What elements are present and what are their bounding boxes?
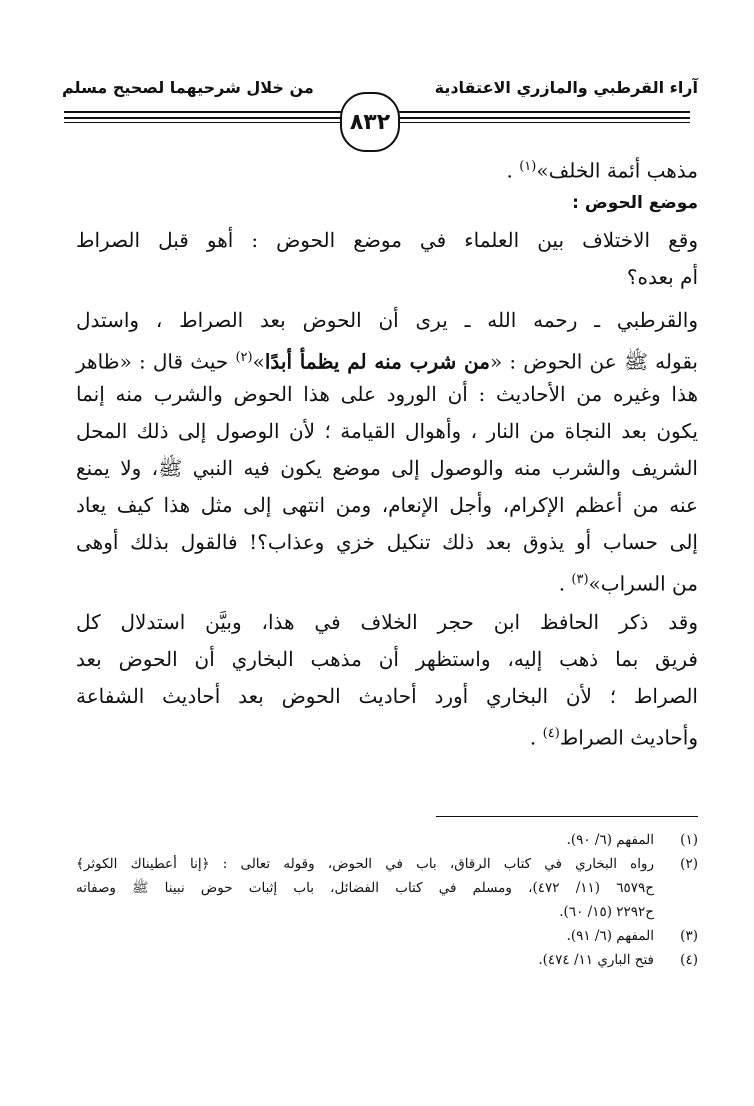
text-run: بقوله ﷺ عن الحوض : «: [489, 349, 698, 374]
text-line: وقع الاختلاف بين العلماء في موضع الحوض : أهو قبل الصراط: [76, 228, 698, 252]
footnote: [76, 828, 698, 852]
footnote-number: (٢): [680, 856, 698, 872]
footnote-text: رواه البخاري في كتاب الرقاق، باب في الحوض، وقوله تعالى : ﴿إنا أعطيناك الكوثر﴾: [76, 856, 654, 872]
text-line: [76, 715, 698, 752]
footnote-continuation: [76, 876, 698, 900]
text-run: من السراب»: [588, 571, 698, 596]
footnotes: [76, 828, 698, 972]
footnote: [76, 924, 698, 948]
text-run: »: [252, 349, 265, 374]
footnote-ref: (١): [519, 159, 537, 174]
running-header-title: آراء القرطبي والمازري الاعتقادية: [434, 78, 698, 97]
main-text: [76, 148, 698, 752]
text-run: .: [558, 571, 566, 596]
footnote: [76, 852, 698, 876]
footnote-ref: (٣): [571, 572, 589, 587]
footnote-text: المفهم (٦/ ٩٠).: [566, 832, 654, 848]
text-line: هذا وغيره من الأحاديث : أن الورود على هذا الحوض والشرب منه إنما: [76, 382, 698, 406]
text-line: الصراط ؛ لأن البخاري أورد أحاديث الحوض بعد أحاديث الشفاعة: [76, 684, 698, 708]
text-line: والقرطبي ـ رحمه الله ـ يرى أن الحوض بعد الصراط ، واستدل: [76, 308, 698, 332]
text-run: .: [506, 158, 513, 183]
text-line: [76, 339, 698, 376]
text-line: وقد ذكر الحافظ ابن حجر الخلاف في هذا، وبيَّن استدلال كل: [76, 610, 698, 634]
text-run: وأحاديث الصراط: [559, 725, 698, 750]
footnote-number: (٤): [680, 952, 698, 968]
footnote-ref: (٤): [542, 726, 560, 741]
footnote: [76, 948, 698, 972]
text-line: يكون بعد النجاة من النار ، وأهوال القيامة ؛ لأن الوصول إلى ذلك المحل: [76, 419, 698, 443]
text-line: عنه من أعظم الإكرام، وأجل الإنعام، ومن انتهى إلى مثل هذا كيف يعاد: [76, 493, 698, 517]
text-line: أم بعده؟: [626, 265, 698, 289]
footnote-text: ح٦٥٧٩ (١١/ ٤٧٢)، ومسلم في كتاب الفضائل، باب إثبات حوض نبينا ﷺ وصفاته: [76, 880, 655, 896]
footnote-number: (٣): [680, 928, 698, 944]
section-heading: موضع الحوض :: [572, 193, 698, 213]
footnote-number: (١): [680, 832, 698, 848]
hadith-quote: من شرب منه لم يظمأ أبدًا: [264, 349, 490, 374]
footnote-ref: (٢): [235, 350, 253, 365]
text-line: إلى حساب أو يذوق بعد ذلك تنكيل خزي وعذاب؟! فالقول بذلك أوهى: [76, 530, 698, 554]
footnote-separator: [436, 816, 698, 817]
footnote-text: ح٢٢٩٢ (١٥/ ٦٠).: [559, 904, 654, 920]
footnote-text: فتح الباري ١١/ ٤٧٤).: [538, 952, 654, 968]
text-line: [76, 561, 698, 598]
running-header-subtitle: من خلال شرحيهما لصحيح مسلم: [62, 78, 314, 97]
footnote-text: المفهم (٦/ ٩١).: [566, 928, 654, 944]
text-line: فريق بما ذهب إليه، واستظهر أن مذهب البخاري أن الحوض بعد: [76, 647, 698, 671]
page-number: ٨٣٢: [340, 92, 400, 152]
footnote-continuation: [76, 900, 698, 924]
text-line: [76, 148, 698, 185]
text-run: مذهب أئمة الخلف»: [536, 158, 698, 183]
text-line: الشريف والشرب منه والوصول إلى موضع يكون فيه النبي ﷺ، ولا يمنع: [76, 456, 698, 480]
text-run: حيث قال : «ظاهر: [76, 349, 236, 374]
text-run: .: [529, 725, 537, 750]
